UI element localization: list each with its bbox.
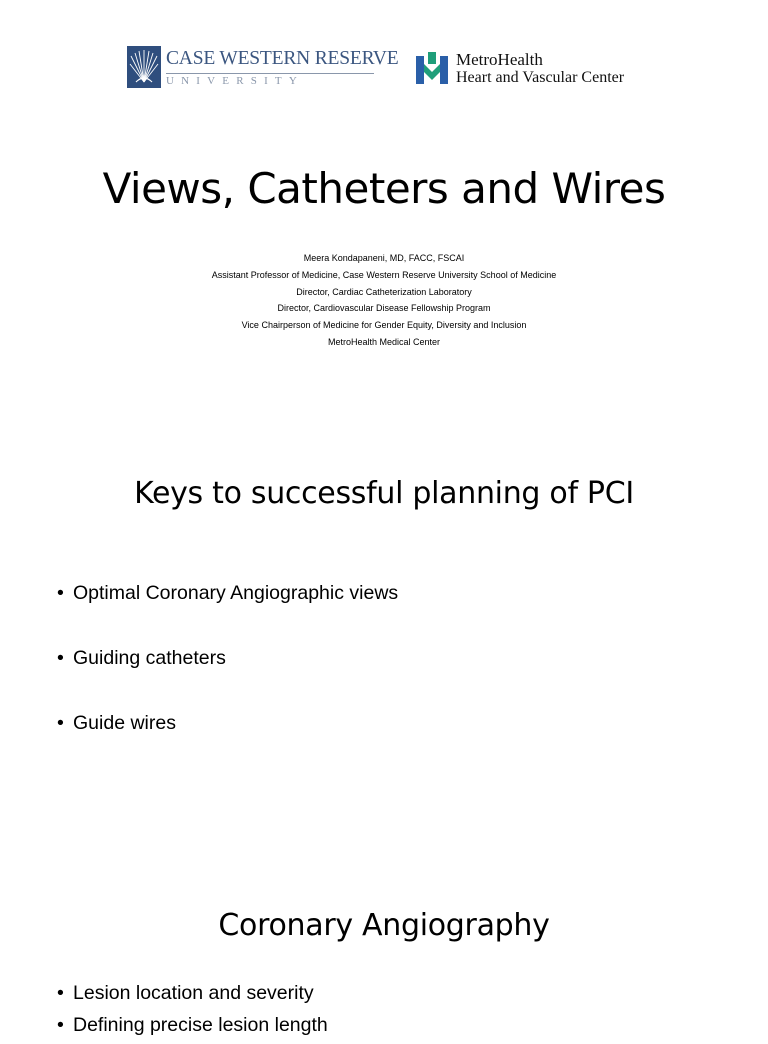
- bullet-item: • Guide wires: [57, 710, 398, 775]
- title-slide: [0, 0, 768, 432]
- bullet-item: • Guiding catheters: [57, 645, 398, 710]
- bullet-list: [57, 980, 328, 1044]
- cwru-logo: [127, 46, 399, 90]
- logo-bar: [0, 38, 768, 98]
- slide-title: Coronary Angiography: [218, 908, 550, 943]
- author-title-line: Director, Cardiac Catheterization Laboratory: [296, 286, 472, 297]
- author-title-line: Director, Cardiovascular Disease Fellowship Program: [277, 303, 491, 314]
- bullet-item: • Optimal Coronary Angiographic views: [57, 580, 398, 645]
- author-info: [0, 250, 768, 351]
- coronary-angiography-slide: [0, 864, 768, 1036]
- cwru-subtitle: UNIVERSITY: [166, 75, 304, 87]
- cwru-seal-icon: [127, 46, 161, 88]
- metrohealth-name: MetroHealth: [456, 50, 543, 69]
- presentation-title: Views, Catheters and Wires: [102, 164, 666, 213]
- metrohealth-logo: [416, 48, 656, 92]
- metrohealth-mark-icon: [416, 52, 448, 86]
- author-name: Meera Kondapaneni, MD, FACC, FSCAI: [303, 253, 465, 263]
- author-title-line: Vice Chairperson of Medicine for Gender Equity, Diversity and Inclusion: [241, 320, 527, 331]
- author-affiliation: MetroHealth Medical Center: [327, 336, 441, 347]
- cwru-divider: [166, 73, 374, 74]
- bullet-item: • Defining precise lesion length: [57, 1012, 328, 1044]
- metrohealth-subtitle: Heart and Vascular Center: [456, 69, 625, 86]
- cwru-name: CASE WESTERN RESERVE: [166, 48, 399, 69]
- bullet-item: • Lesion location and severity: [57, 980, 328, 1012]
- bullet-list: [57, 580, 398, 775]
- slide-title: Keys to successful planning of PCI: [134, 476, 634, 511]
- pci-planning-slide: [0, 432, 768, 864]
- author-title-line: Assistant Professor of Medicine, Case Western Reserve University School of Medicine: [211, 269, 557, 280]
